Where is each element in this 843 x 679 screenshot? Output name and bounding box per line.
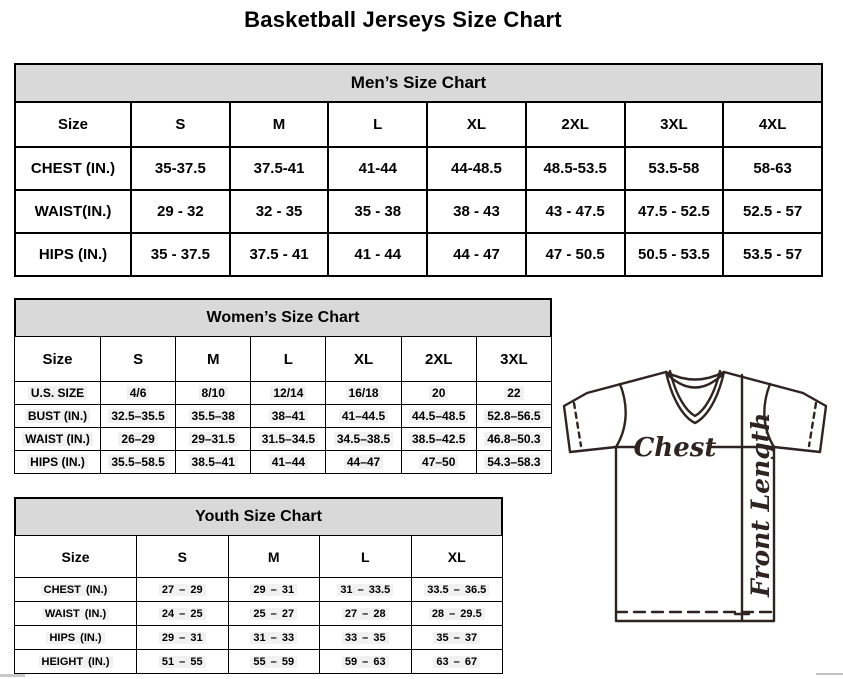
row-label: HEIGHT (IN.) bbox=[15, 650, 137, 674]
size-value-cell: 41–44.5 bbox=[326, 405, 401, 428]
table-row bbox=[15, 650, 503, 674]
size-value-cell: 47.5 - 52.5 bbox=[625, 190, 724, 233]
horizontal-scrollbar-fragment-left[interactable] bbox=[0, 674, 25, 677]
womens-size-chart-caption: Women’s Size Chart bbox=[14, 298, 552, 336]
row-label: CHEST (IN.) bbox=[15, 578, 137, 602]
size-value-cell: 38.5–42.5 bbox=[401, 428, 476, 451]
size-value-cell: 27 – 29 bbox=[137, 578, 229, 602]
column-header: 2XL bbox=[526, 102, 625, 147]
size-value-cell: 41–44 bbox=[251, 451, 326, 474]
mens-size-chart-table bbox=[14, 101, 823, 277]
size-value-cell: 46.8–50.3 bbox=[476, 428, 551, 451]
size-value-cell: 58-63 bbox=[723, 147, 822, 190]
column-header: Size bbox=[15, 102, 131, 147]
vertical-scrollbar-fragment-right[interactable] bbox=[816, 673, 843, 675]
column-header: S bbox=[137, 536, 229, 578]
column-header: M bbox=[176, 337, 251, 382]
youth-size-chart-table bbox=[14, 535, 503, 674]
size-value-cell: 31 – 33.5 bbox=[320, 578, 412, 602]
size-value-cell: 38 - 43 bbox=[427, 190, 526, 233]
row-label: CHEST (IN.) bbox=[15, 147, 131, 190]
row-label: HIPS (IN.) bbox=[15, 451, 101, 474]
size-value-cell: 33 – 35 bbox=[320, 626, 412, 650]
size-value-cell: 29 - 32 bbox=[131, 190, 230, 233]
column-header: 2XL bbox=[401, 337, 476, 382]
row-label: WAIST (IN.) bbox=[15, 602, 137, 626]
size-value-cell: 35 - 37.5 bbox=[131, 233, 230, 276]
size-value-cell: 29–31.5 bbox=[176, 428, 251, 451]
size-value-cell: 35.5–38 bbox=[176, 405, 251, 428]
size-value-cell: 43 - 47.5 bbox=[526, 190, 625, 233]
header-row bbox=[15, 102, 822, 147]
right-cuff-dashed-seam bbox=[809, 403, 816, 446]
size-value-cell: 53.5 - 57 bbox=[723, 233, 822, 276]
column-header: L bbox=[328, 102, 427, 147]
front-length-label: Front Length bbox=[746, 412, 775, 597]
womens-size-chart-table bbox=[14, 336, 552, 474]
size-value-cell: 55 – 59 bbox=[228, 650, 320, 674]
size-value-cell: 44.5–48.5 bbox=[401, 405, 476, 428]
size-value-cell: 12/14 bbox=[251, 382, 326, 405]
size-value-cell: 54.3–58.3 bbox=[476, 451, 551, 474]
size-value-cell: 16/18 bbox=[326, 382, 401, 405]
header-row bbox=[15, 536, 503, 578]
size-value-cell: 50.5 - 53.5 bbox=[625, 233, 724, 276]
column-header: S bbox=[131, 102, 230, 147]
column-header: 3XL bbox=[476, 337, 551, 382]
mens-size-chart-caption: Men’s Size Chart bbox=[14, 63, 823, 101]
size-value-cell: 52.5 - 57 bbox=[723, 190, 822, 233]
table-row bbox=[15, 382, 552, 405]
column-header: 3XL bbox=[625, 102, 724, 147]
column-header: XL bbox=[427, 102, 526, 147]
chest-label: Chest bbox=[633, 433, 717, 463]
table-row bbox=[15, 578, 503, 602]
size-value-cell: 22 bbox=[476, 382, 551, 405]
row-label: WAIST(IN.) bbox=[15, 190, 131, 233]
column-header: M bbox=[230, 102, 329, 147]
column-header: XL bbox=[411, 536, 503, 578]
size-value-cell: 47 - 50.5 bbox=[526, 233, 625, 276]
table-row bbox=[15, 190, 822, 233]
size-value-cell: 26–29 bbox=[101, 428, 176, 451]
jersey-right-sleeve bbox=[724, 372, 826, 452]
size-value-cell: 35 – 37 bbox=[411, 626, 503, 650]
size-value-cell: 32.5–35.5 bbox=[101, 405, 176, 428]
size-value-cell: 34.5–38.5 bbox=[326, 428, 401, 451]
table-row bbox=[15, 428, 552, 451]
size-value-cell: 20 bbox=[401, 382, 476, 405]
page-title: Basketball Jerseys Size Chart bbox=[244, 7, 562, 32]
size-value-cell: 35 - 38 bbox=[328, 190, 427, 233]
size-value-cell: 31 – 33 bbox=[228, 626, 320, 650]
size-value-cell: 8/10 bbox=[176, 382, 251, 405]
size-value-cell: 44-48.5 bbox=[427, 147, 526, 190]
size-value-cell: 35.5–58.5 bbox=[101, 451, 176, 474]
column-header: XL bbox=[326, 337, 401, 382]
size-value-cell: 24 – 25 bbox=[137, 602, 229, 626]
header-row bbox=[15, 337, 552, 382]
womens-size-chart-section bbox=[14, 298, 552, 474]
column-header: L bbox=[251, 337, 326, 382]
table-row bbox=[15, 405, 552, 428]
size-value-cell: 53.5-58 bbox=[625, 147, 724, 190]
size-value-cell: 52.8–56.5 bbox=[476, 405, 551, 428]
table-row bbox=[15, 451, 552, 474]
size-value-cell: 33.5 – 36.5 bbox=[411, 578, 503, 602]
size-value-cell: 37.5 - 41 bbox=[230, 233, 329, 276]
size-value-cell: 47–50 bbox=[401, 451, 476, 474]
row-label: HIPS (IN.) bbox=[15, 233, 131, 276]
column-header: L bbox=[320, 536, 412, 578]
size-value-cell: 4/6 bbox=[101, 382, 176, 405]
size-value-cell: 38–41 bbox=[251, 405, 326, 428]
size-value-cell: 31.5–34.5 bbox=[251, 428, 326, 451]
row-label: BUST (IN.) bbox=[15, 405, 101, 428]
size-value-cell: 38.5–41 bbox=[176, 451, 251, 474]
youth-size-chart-caption: Youth Size Chart bbox=[14, 497, 503, 535]
column-header: Size bbox=[15, 337, 101, 382]
size-value-cell: 29 – 31 bbox=[137, 626, 229, 650]
table-row bbox=[15, 147, 822, 190]
table-row bbox=[15, 626, 503, 650]
table-row bbox=[15, 602, 503, 626]
size-value-cell: 44 - 47 bbox=[427, 233, 526, 276]
size-value-cell: 27 – 28 bbox=[320, 602, 412, 626]
size-value-cell: 29 – 31 bbox=[228, 578, 320, 602]
column-header: M bbox=[228, 536, 320, 578]
size-value-cell: 41-44 bbox=[328, 147, 427, 190]
row-label: U.S. SIZE bbox=[15, 382, 101, 405]
size-value-cell: 41 - 44 bbox=[328, 233, 427, 276]
size-value-cell: 63 – 67 bbox=[411, 650, 503, 674]
size-value-cell: 32 - 35 bbox=[230, 190, 329, 233]
size-value-cell: 48.5-53.5 bbox=[526, 147, 625, 190]
left-cuff-dashed-seam bbox=[574, 403, 581, 446]
size-value-cell: 59 – 63 bbox=[320, 650, 412, 674]
size-value-cell: 44–47 bbox=[326, 451, 401, 474]
size-value-cell: 51 – 55 bbox=[137, 650, 229, 674]
mens-size-chart-section bbox=[14, 63, 823, 277]
size-value-cell: 28 – 29.5 bbox=[411, 602, 503, 626]
size-value-cell: 25 – 27 bbox=[228, 602, 320, 626]
row-label: HIPS (IN.) bbox=[15, 626, 137, 650]
column-header: Size bbox=[15, 536, 137, 578]
jersey-collar-arc-outer bbox=[666, 372, 724, 380]
column-header: S bbox=[101, 337, 176, 382]
size-value-cell: 35-37.5 bbox=[131, 147, 230, 190]
jersey-diagram bbox=[557, 365, 833, 627]
row-label: WAIST (IN.) bbox=[15, 428, 101, 451]
table-row bbox=[15, 233, 822, 276]
youth-size-chart-section bbox=[14, 497, 503, 674]
column-header: 4XL bbox=[723, 102, 822, 147]
size-value-cell: 37.5-41 bbox=[230, 147, 329, 190]
